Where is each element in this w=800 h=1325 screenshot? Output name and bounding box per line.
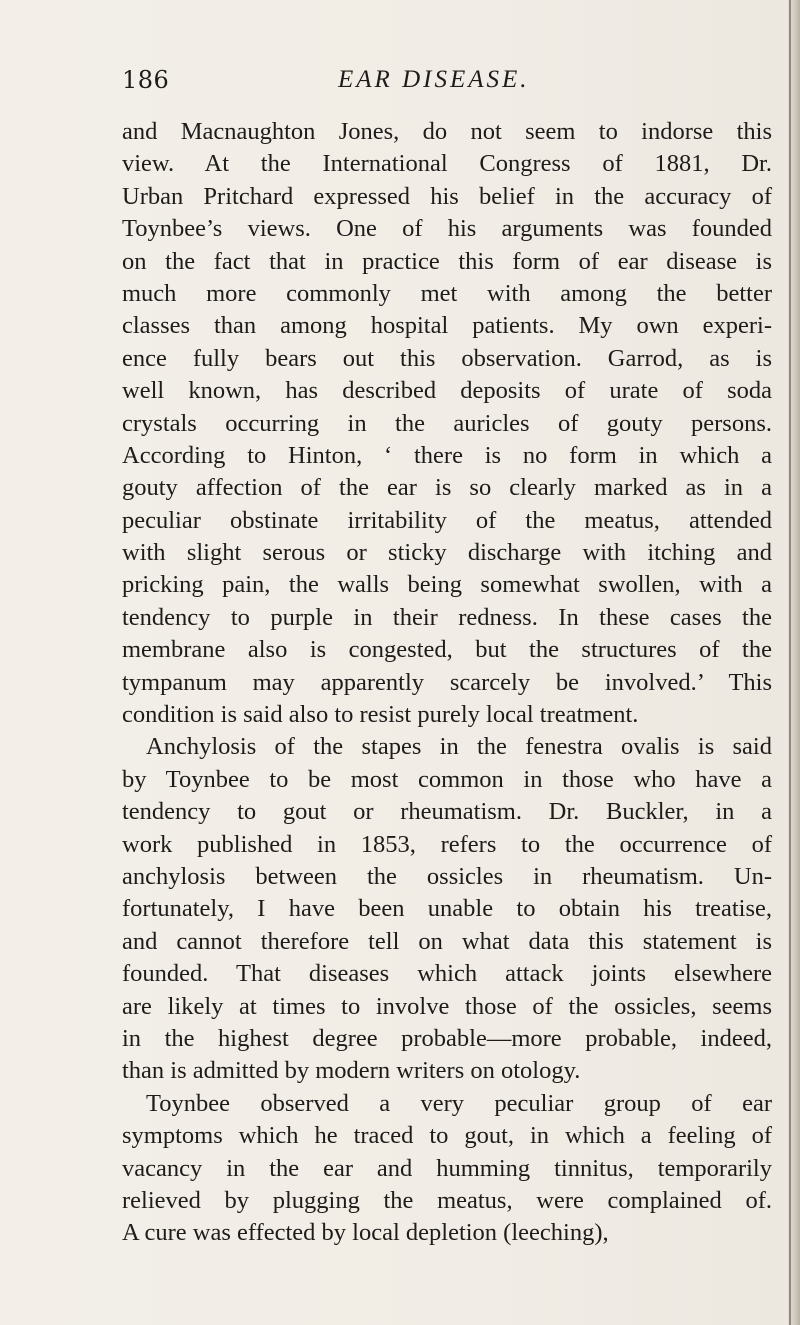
text-line: founded. That diseases which attack joints elsewhere <box>122 960 772 988</box>
text-line: According to Hinton, ‘ there is no form in which a <box>122 441 772 469</box>
text-line: Urban Pritchard expressed his belief in the accuracy of <box>122 182 772 210</box>
text-line: pricking pain, the walls being somewhat swollen, with a <box>122 571 772 599</box>
text-line: well known, has described deposits of urate of soda <box>122 377 772 405</box>
paragraph-start-line: Anchylosis of the stapes in the fenestra ovalis is said <box>146 733 772 761</box>
text-line: anchylosis between the ossicles in rheumatism. Un- <box>122 862 772 890</box>
text-line: crystals occurring in the auricles of gouty persons. <box>122 409 772 437</box>
text-line: and Macnaughton Jones, do not seem to indorse this <box>122 118 772 145</box>
text-line: membrane also is congested, but the structures of the <box>122 636 772 664</box>
page-header <box>0 66 800 96</box>
text-line: relieved by plugging the meatus, were complained of. <box>122 1186 772 1214</box>
text-line: fortunately, I have been unable to obtain his treatise, <box>122 895 772 923</box>
paragraph-start-line: Toynbee observed a very peculiar group of ear <box>146 1089 772 1117</box>
text-line: symptoms which he traced to gout, in which a feeling of <box>122 1122 772 1150</box>
text-line: view. At the International Congress of 1881, Dr. <box>122 150 772 178</box>
text-line: gouty affection of the ear is so clearly marked as in a <box>122 474 772 502</box>
text-line: than is admitted by modern writers on otology. <box>122 1057 581 1085</box>
text-line: on the fact that in practice this form of ear disease is <box>122 247 772 275</box>
text-line: classes than among hospital patients. My own experi- <box>122 312 772 340</box>
binding-edge-line <box>789 0 791 1325</box>
text-line: are likely at times to involve those of the ossicles, seems <box>122 992 772 1020</box>
text-line: peculiar obstinate irritability of the meatus, attended <box>122 506 772 534</box>
text-line: vacancy in the ear and humming tinnitus, temporarily <box>122 1154 772 1182</box>
text-line: by Toynbee to be most common in those who have a <box>122 765 772 793</box>
running-head: EAR DISEASE. <box>338 66 530 93</box>
text-line: with slight serous or sticky discharge with itching and <box>122 539 772 567</box>
text-line: work published in 1853, refers to the occurrence of <box>122 830 772 858</box>
text-line: and cannot therefore tell on what data this statement is <box>122 927 772 955</box>
text-line: tendency to gout or rheumatism. Dr. Buckler, in a <box>122 798 772 826</box>
text-line: in the highest degree probable—more probable, indeed, <box>122 1024 772 1052</box>
text-line: tendency to purple in their redness. In these cases the <box>122 603 772 631</box>
text-line: A cure was effected by local depletion (leeching), <box>122 1219 609 1247</box>
text-line: ence fully bears out this observation. Garrod, as is <box>122 344 772 372</box>
text-line: Toynbee’s views. One of his arguments was founded <box>122 215 772 243</box>
page-number: 186 <box>122 66 170 94</box>
text-line: tympanum may apparently scarcely be involved.’ This <box>122 668 772 696</box>
text-line: condition is said also to resist purely local treatment. <box>122 701 639 729</box>
body-text <box>122 116 772 1250</box>
text-line: much more commonly met with among the better <box>122 279 772 307</box>
